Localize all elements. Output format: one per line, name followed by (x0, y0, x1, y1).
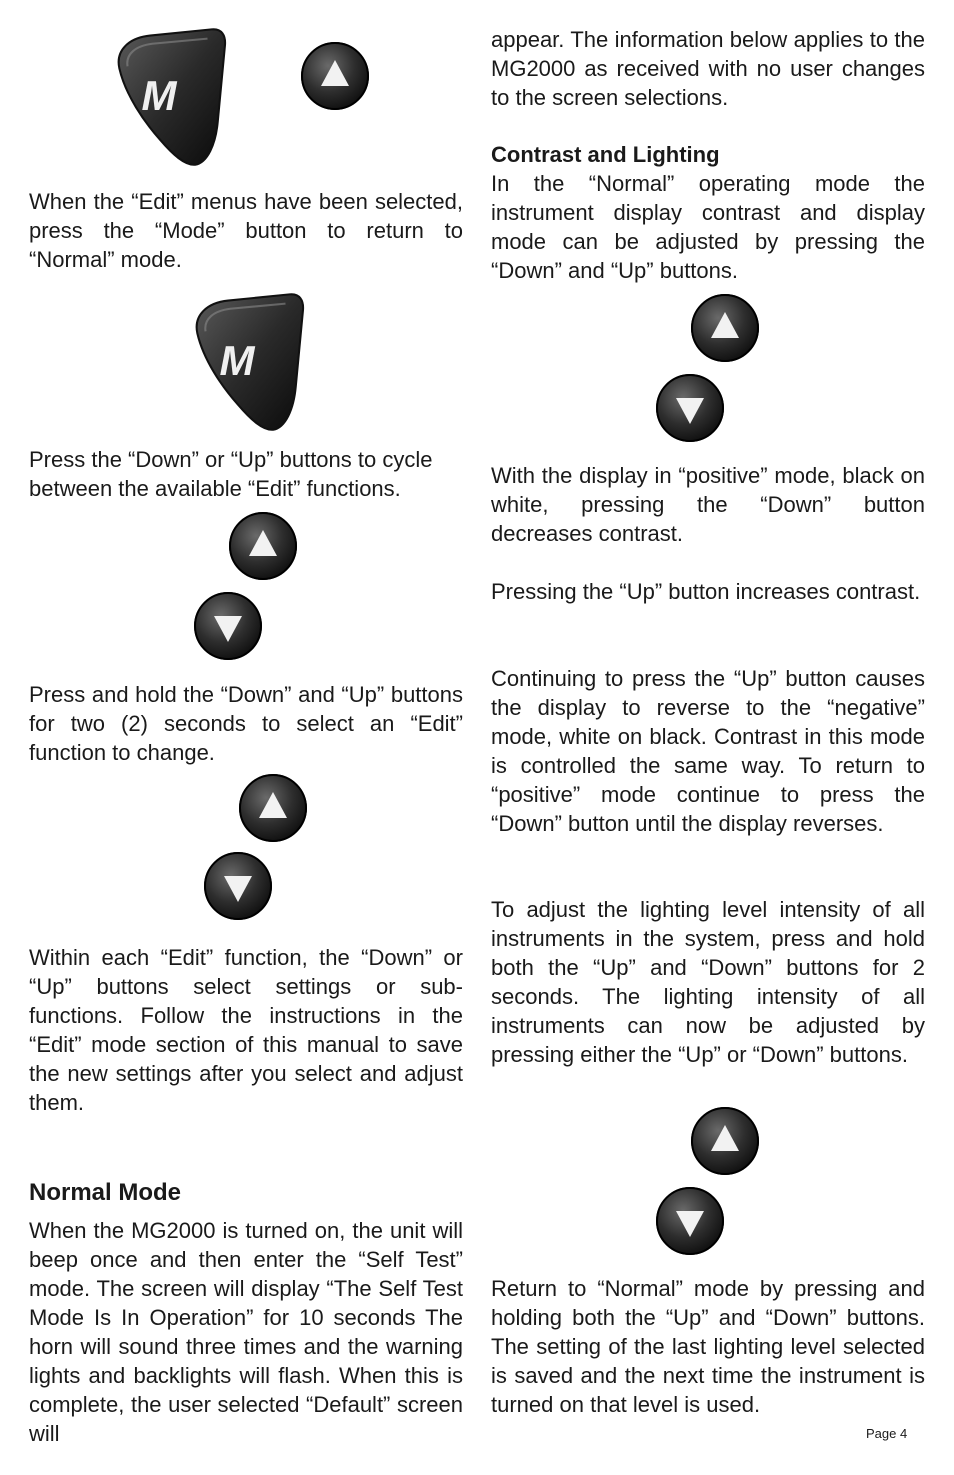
edit-functions-paragraph: Within each “Edit” function, the “Down” or “Up” buttons select settings or sub-functions. Follow the instructions in the “Edit” mode section of this manual to save the new settings after you select and adjust them. (29, 945, 463, 1115)
up-button-icon (689, 1105, 761, 1177)
press-hold-paragraph: Press and hold the “Down” and “Up” buttons for two (2) seconds to select an “Edit” function to change. (29, 682, 463, 765)
mode-button-icon (183, 285, 306, 435)
lighting-level-paragraph: To adjust the lighting level intensity of all instruments in the system, press and hold both the “Up” and “Down” buttons for 2 seconds. The lighting intensity of all instruments can now be adjusted by pressing either the “Up” or “Down” buttons. (491, 897, 925, 1067)
up-button-icon (237, 772, 309, 844)
down-button-icon (654, 1185, 726, 1257)
contrast-intro-paragraph: In the “Normal” operating mode the instrument display contrast and display mode can be adjusted by pressing the “Down” and “Up” buttons. (491, 171, 925, 283)
up-increases-paragraph: Pressing the “Up” button increases contrast. (491, 579, 921, 604)
down-button-icon (654, 372, 726, 444)
up-button-icon (227, 510, 299, 582)
down-button-icon (202, 850, 274, 922)
normal-mode-heading: Normal Mode (29, 1179, 182, 1206)
up-button-icon (689, 292, 761, 364)
positive-mode-paragraph: With the display in “positive” mode, black on white, pressing the “Down” button decreases contrast. (491, 463, 925, 546)
appear-paragraph: appear. The information below applies to the MG2000 as received with no user changes to the screen selections. (491, 27, 925, 110)
return-normal-paragraph: Return to “Normal” mode by pressing and holding both the “Up” and “Down” buttons. The setting of the last lighting level selected is saved and the next time the instrument is turned on that level is used. (491, 1276, 925, 1417)
contrast-lighting-heading: Contrast and Lighting (491, 142, 720, 167)
edit-return-paragraph: When the “Edit” menus have been selected, press the “Mode” button to return to “Normal” mode. (29, 189, 463, 272)
cycle-paragraph: Press the “Down” or “Up” buttons to cycle between the available “Edit” functions. (29, 447, 433, 501)
up-button-icon (299, 40, 371, 112)
normal-mode-paragraph: When the MG2000 is turned on, the unit will beep once and then enter the “Self Test” mode. The screen will display “The Self Test Mode Is In Operation” for 10 seconds The horn will sound three times and the warning lights and backlights will flash. When this is complete, the user selected “Default” screen will (29, 1218, 463, 1446)
svg-text:M: M (219, 337, 255, 384)
negative-mode-paragraph: Continuing to press the “Up” button causes the display to reverse to the “negative” mode, white on black. Contrast in this mode is controlled the same way. To return to “positive” mode continue to press the “Down” button until the display reverses. (491, 666, 925, 836)
svg-text:M: M (141, 72, 177, 119)
mode-button-icon (105, 20, 228, 170)
page-number: Page 4 (866, 1426, 908, 1441)
down-button-icon (192, 590, 264, 662)
